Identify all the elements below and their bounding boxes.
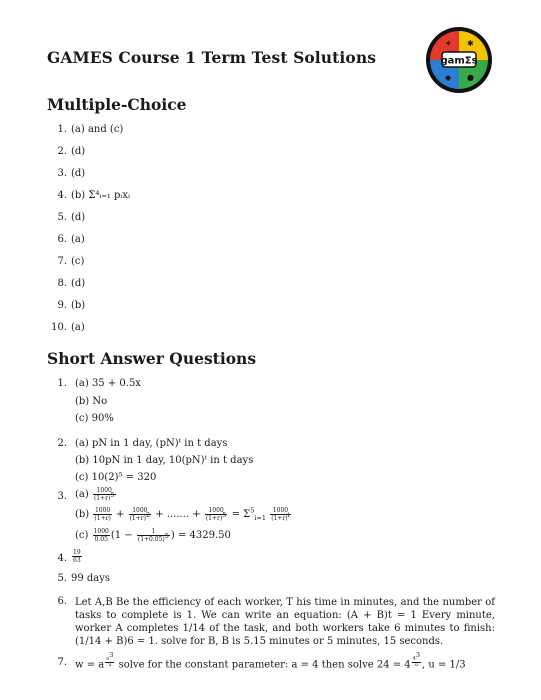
sa-sub: (b) $\frac{1000}{(1+r)}$ + $\frac{1000}{(1+r)^2}$ + ....... + $\frac{1000}{(1+r)^5}$ = $\Sigma^5_{i=1}$ $\frac{1000}{(1+r)^i}$ [75, 506, 290, 522]
mc-heading: Multiple-Choice [47, 95, 187, 114]
svg-text:✦: ✦ [445, 39, 452, 48]
sa-sub: (a) pN in 1 day, (pN)ᵗ in t days [75, 438, 228, 449]
svg-text:◆: ◆ [445, 73, 452, 82]
games-logo [425, 26, 493, 94]
document-page: GAMES Course 1 Term Test Solutions gamΣs ✦ ✱ ◆ ● Multiple-Choice 1. (a) and (c) 2. (d) 3. (d) 4. (b) Σ⁴ᵢ₌₁ pᵢxᵢ 5. (d) 6. (a) 7. (c) 8. (d) 9. (b) 10. (a) Short Answer Questions 1. (a) 35 + 0.5x (b) No (c) 90% 2. (a) pN in 1 day, (pN)ᵗ in t days (b) 10pN in 1 day, 10(pN)ᵗ in t days (c) 10(2)⁵ = 320 3. (a) $\frac{1000}{(1+r)^5}$ (b) $\frac{1000}{(1+r)}$ + $\frac{1000}{(1+r)^2}$ + ....... + $\frac{1000}{(1+r)^5}$ = $\Sigma^5_{i=1}$ $\frac{1000}{(1+r)^i}$ (c) $\frac{1000}{0.05}$ (1 − $\frac{1}{(1+0.05)^5}$ ) = 4329.50 4. $\frac{19}{63}$ 5. 99 days 6. Let A,B Be the efficiency of each worker, T his time in minutes, and the number of tasks to complete is 1. We can write an equation: (A + B)t = 1 Every minute, worker A completes 1/14 of the task, and both workers take 6 minutes to finish: (1/14 + B)6 = 1. solve for B, B is 5.15 minutes or 5 minutes, 15 seconds. 7. w = a $^{\frac{a^3}{u}}$ solve for the constant parameter: a = 4 then solve 24 = 4 $^{\frac{4^3}{u}}$ , u = 1/3 [0, 0, 541, 700]
sa-sub: (b) 10pN in 1 day, 10(pN)ᵗ in t days [75, 455, 254, 466]
logo-text: gamΣs [440, 55, 478, 67]
svg-text:✱: ✱ [467, 39, 474, 48]
sa-sub: (b) No [75, 396, 108, 407]
sa-paragraph: Let A,B Be the efficiency of each worker, T his time in minutes, and the number of tasks to complete is 1. We can write an equation: (A + B)t = 1 Every minute, worker A completes 1/14 of the task, and both workers take 6 minutes to finish: (1/14 + B)6 = 1. solve for B, B is 5.15 minutes or 5 minutes, 15 seconds. [75, 597, 495, 647]
sa-sub: (a) $\frac{1000}{(1+r)^5}$ [75, 487, 115, 502]
sa-sub: (c) 90% [75, 413, 114, 424]
sa-sub: w = a $^{\frac{a^3}{u}}$ solve for the constant parameter: a = 4 then solve 24 = 4 $^{\frac{4^3}{u}}$ , u = 1/3 [75, 651, 466, 671]
sa-sub: (c) 10(2)⁵ = 320 [75, 472, 157, 483]
sa-sub: (a) 35 + 0.5x [75, 378, 141, 389]
svg-text:●: ● [467, 73, 474, 82]
sa-sub: (c) $\frac{1000}{0.05}$ (1 − $\frac{1}{(1+0.05)^5}$ ) = 4329.50 [75, 528, 231, 543]
sa-heading: Short Answer Questions [47, 349, 257, 368]
document-title: GAMES Course 1 Term Test Solutions [47, 48, 377, 67]
